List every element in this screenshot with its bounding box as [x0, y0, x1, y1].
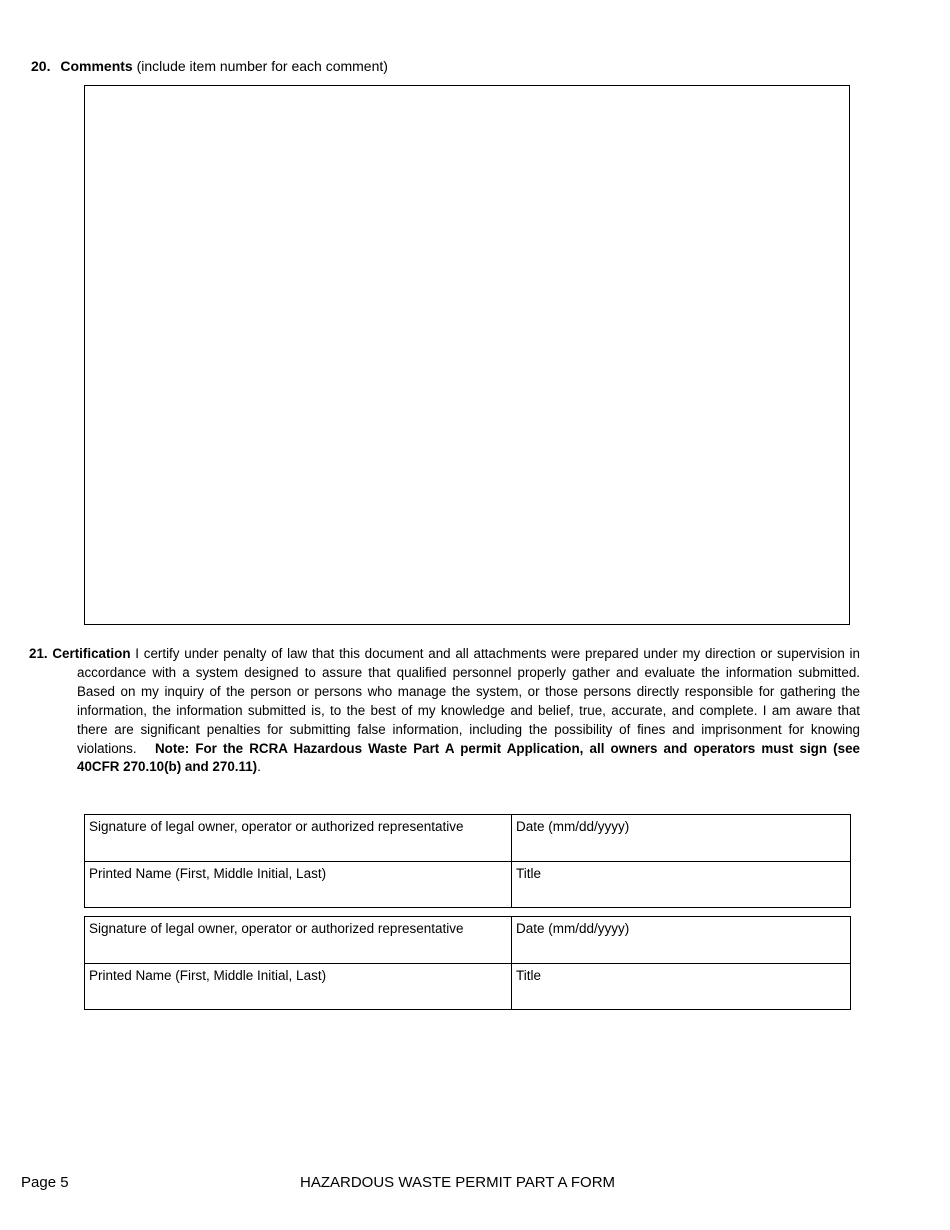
comments-title: Comments — [60, 58, 133, 74]
certification-statement: I certify under penalty of law that this document and all attachments were prepared under my direction or supervision in accordance with a system designed to assure that qualified personnel properly gather and evaluate the information submitted. Based on my inquiry of the person or persons who manage the system, or those persons directly responsible for gathering the information, the information submitted is, to the best of my knowledge and belief, true, accurate, and complete. I am aware that there are significant penalties for submitting false information, including the possibility of fines and imprisonment for knowing violations. — [77, 646, 860, 756]
signature-block-2 — [84, 916, 851, 1010]
date-label: Date (mm/dd/yyyy) — [516, 819, 630, 834]
certification-section — [29, 645, 860, 777]
date-label: Date (mm/dd/yyyy) — [516, 921, 630, 936]
printed-name-label: Printed Name (First, Middle Initial, Last) — [89, 968, 327, 983]
signature-block-1 — [84, 814, 851, 908]
certification-note-period: . — [257, 759, 261, 775]
certification-item-number: 21. — [29, 646, 48, 661]
certification-title: Certification — [52, 646, 131, 661]
signature-field[interactable] — [85, 917, 512, 964]
signature-label: Signature of legal owner, operator or authorized representative — [89, 819, 464, 834]
comments-heading — [31, 57, 388, 75]
date-field[interactable] — [512, 815, 850, 862]
printed-name-field[interactable] — [85, 964, 512, 1009]
date-field[interactable] — [512, 917, 850, 964]
title-label: Title — [516, 866, 542, 881]
printed-name-label: Printed Name (First, Middle Initial, Last) — [89, 866, 327, 881]
title-label: Title — [516, 968, 542, 983]
printed-name-field[interactable] — [85, 862, 512, 907]
title-field[interactable] — [512, 862, 850, 907]
page-number: Page 5 — [21, 1174, 69, 1191]
comments-item-number: 20. — [31, 58, 51, 74]
certification-note: Note: For the RCRA Hazardous Waste Part A permit Application, all owners and operators must sign (see 40CFR 270.10(b) and 270.11) — [77, 740, 860, 775]
comments-subtitle: (include item number for each comment) — [136, 58, 388, 74]
form-title-footer: HAZARDOUS WASTE PERMIT PART A FORM — [300, 1174, 616, 1191]
signature-field[interactable] — [85, 815, 512, 862]
signature-label: Signature of legal owner, operator or authorized representative — [89, 921, 464, 936]
comments-field[interactable] — [84, 85, 850, 625]
title-field[interactable] — [512, 964, 850, 1009]
